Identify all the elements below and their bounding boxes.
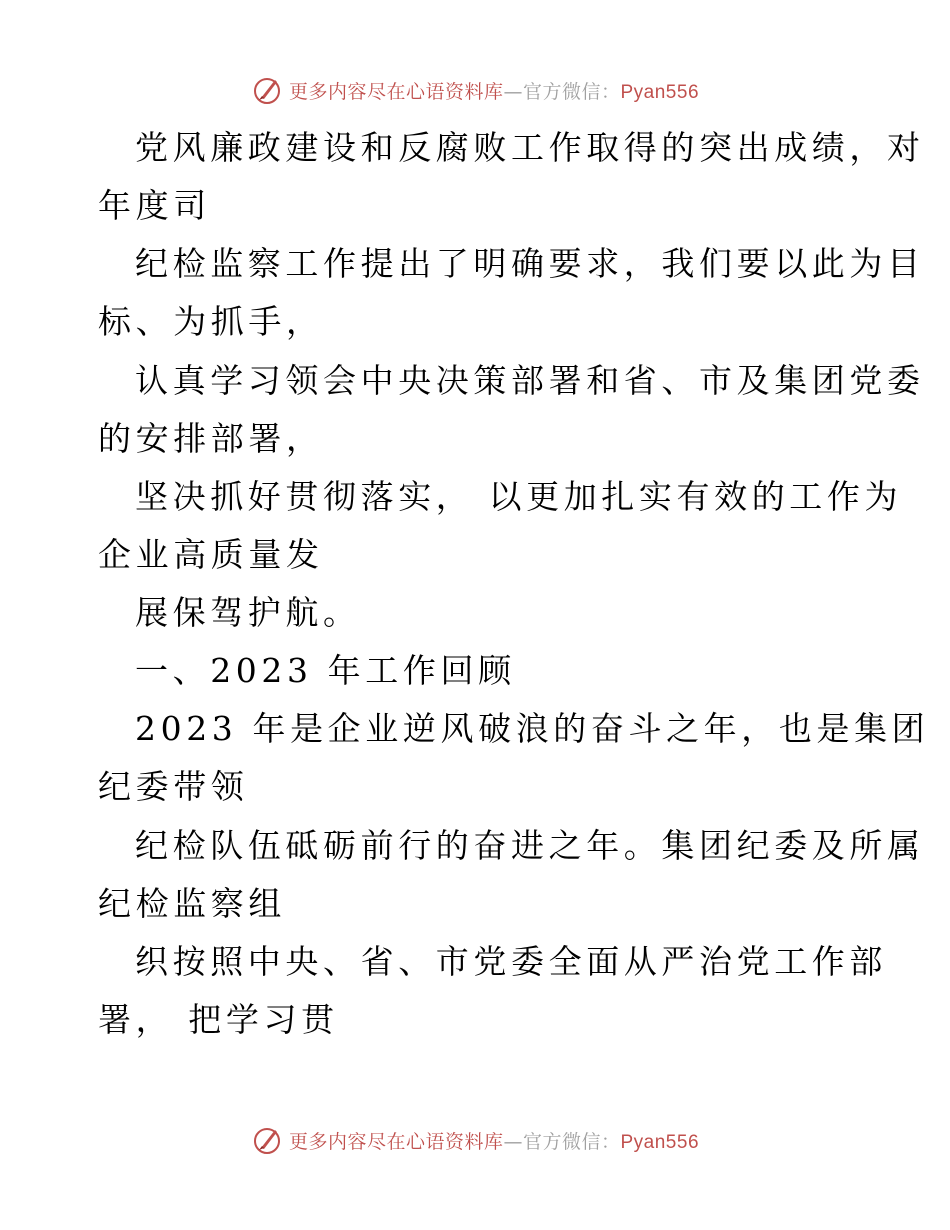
paragraph-line: 标、为抓手， (98, 302, 324, 341)
paragraph-line: 坚决抓好贯彻落实， 以更加扎实有效的工作为 (135, 477, 903, 516)
paragraph-line: 署， 把学习贯 (98, 1000, 339, 1039)
header-watermark (0, 70, 950, 110)
quill-pen-logo-icon (251, 74, 283, 106)
paragraph-line: 展保驾护航。 (135, 593, 361, 632)
watermark-id: Pyan556 (620, 1131, 700, 1153)
watermark-label: 官方微信： (522, 1130, 621, 1153)
watermark-label: 官方微信： (522, 80, 621, 103)
footer-watermark (0, 1120, 950, 1160)
paragraph-line: 的安排部署， (98, 419, 324, 458)
paragraph-line: 织按照中央、省、市党委全面从严治党工作部 (135, 942, 887, 981)
watermark-id: Pyan556 (620, 81, 700, 103)
section-heading: 一、2023 年工作回顾 (135, 651, 516, 690)
paragraph-line: 企业高质量发 (98, 535, 324, 574)
watermark-dash: — (503, 1130, 523, 1153)
paragraph-line: 纪检监察组 (98, 884, 286, 923)
paragraph-line: 党风廉政建设和反腐败工作取得的突出成绩，对 (135, 128, 925, 167)
watermark-dash: — (503, 80, 523, 103)
paragraph-line: 认真学习领会中央决策部署和省、市及集团党委 (135, 361, 925, 400)
paragraph-line: 纪检队伍砥砺前行的奋进之年。集团纪委及所属 (135, 826, 925, 865)
paragraph-line: 2023 年是企业逆风破浪的奋斗之年，也是集团 (135, 709, 930, 748)
watermark-lead: 更多内容尽在心语资料库 (288, 1130, 504, 1153)
paragraph-line: 纪检监察工作提出了明确要求，我们要以此为目 (135, 244, 925, 283)
paragraph-line: 年度司 (98, 186, 211, 225)
quill-pen-logo-icon (251, 1124, 283, 1156)
watermark-lead: 更多内容尽在心语资料库 (288, 80, 504, 103)
paragraph-line: 纪委带领 (98, 767, 249, 806)
